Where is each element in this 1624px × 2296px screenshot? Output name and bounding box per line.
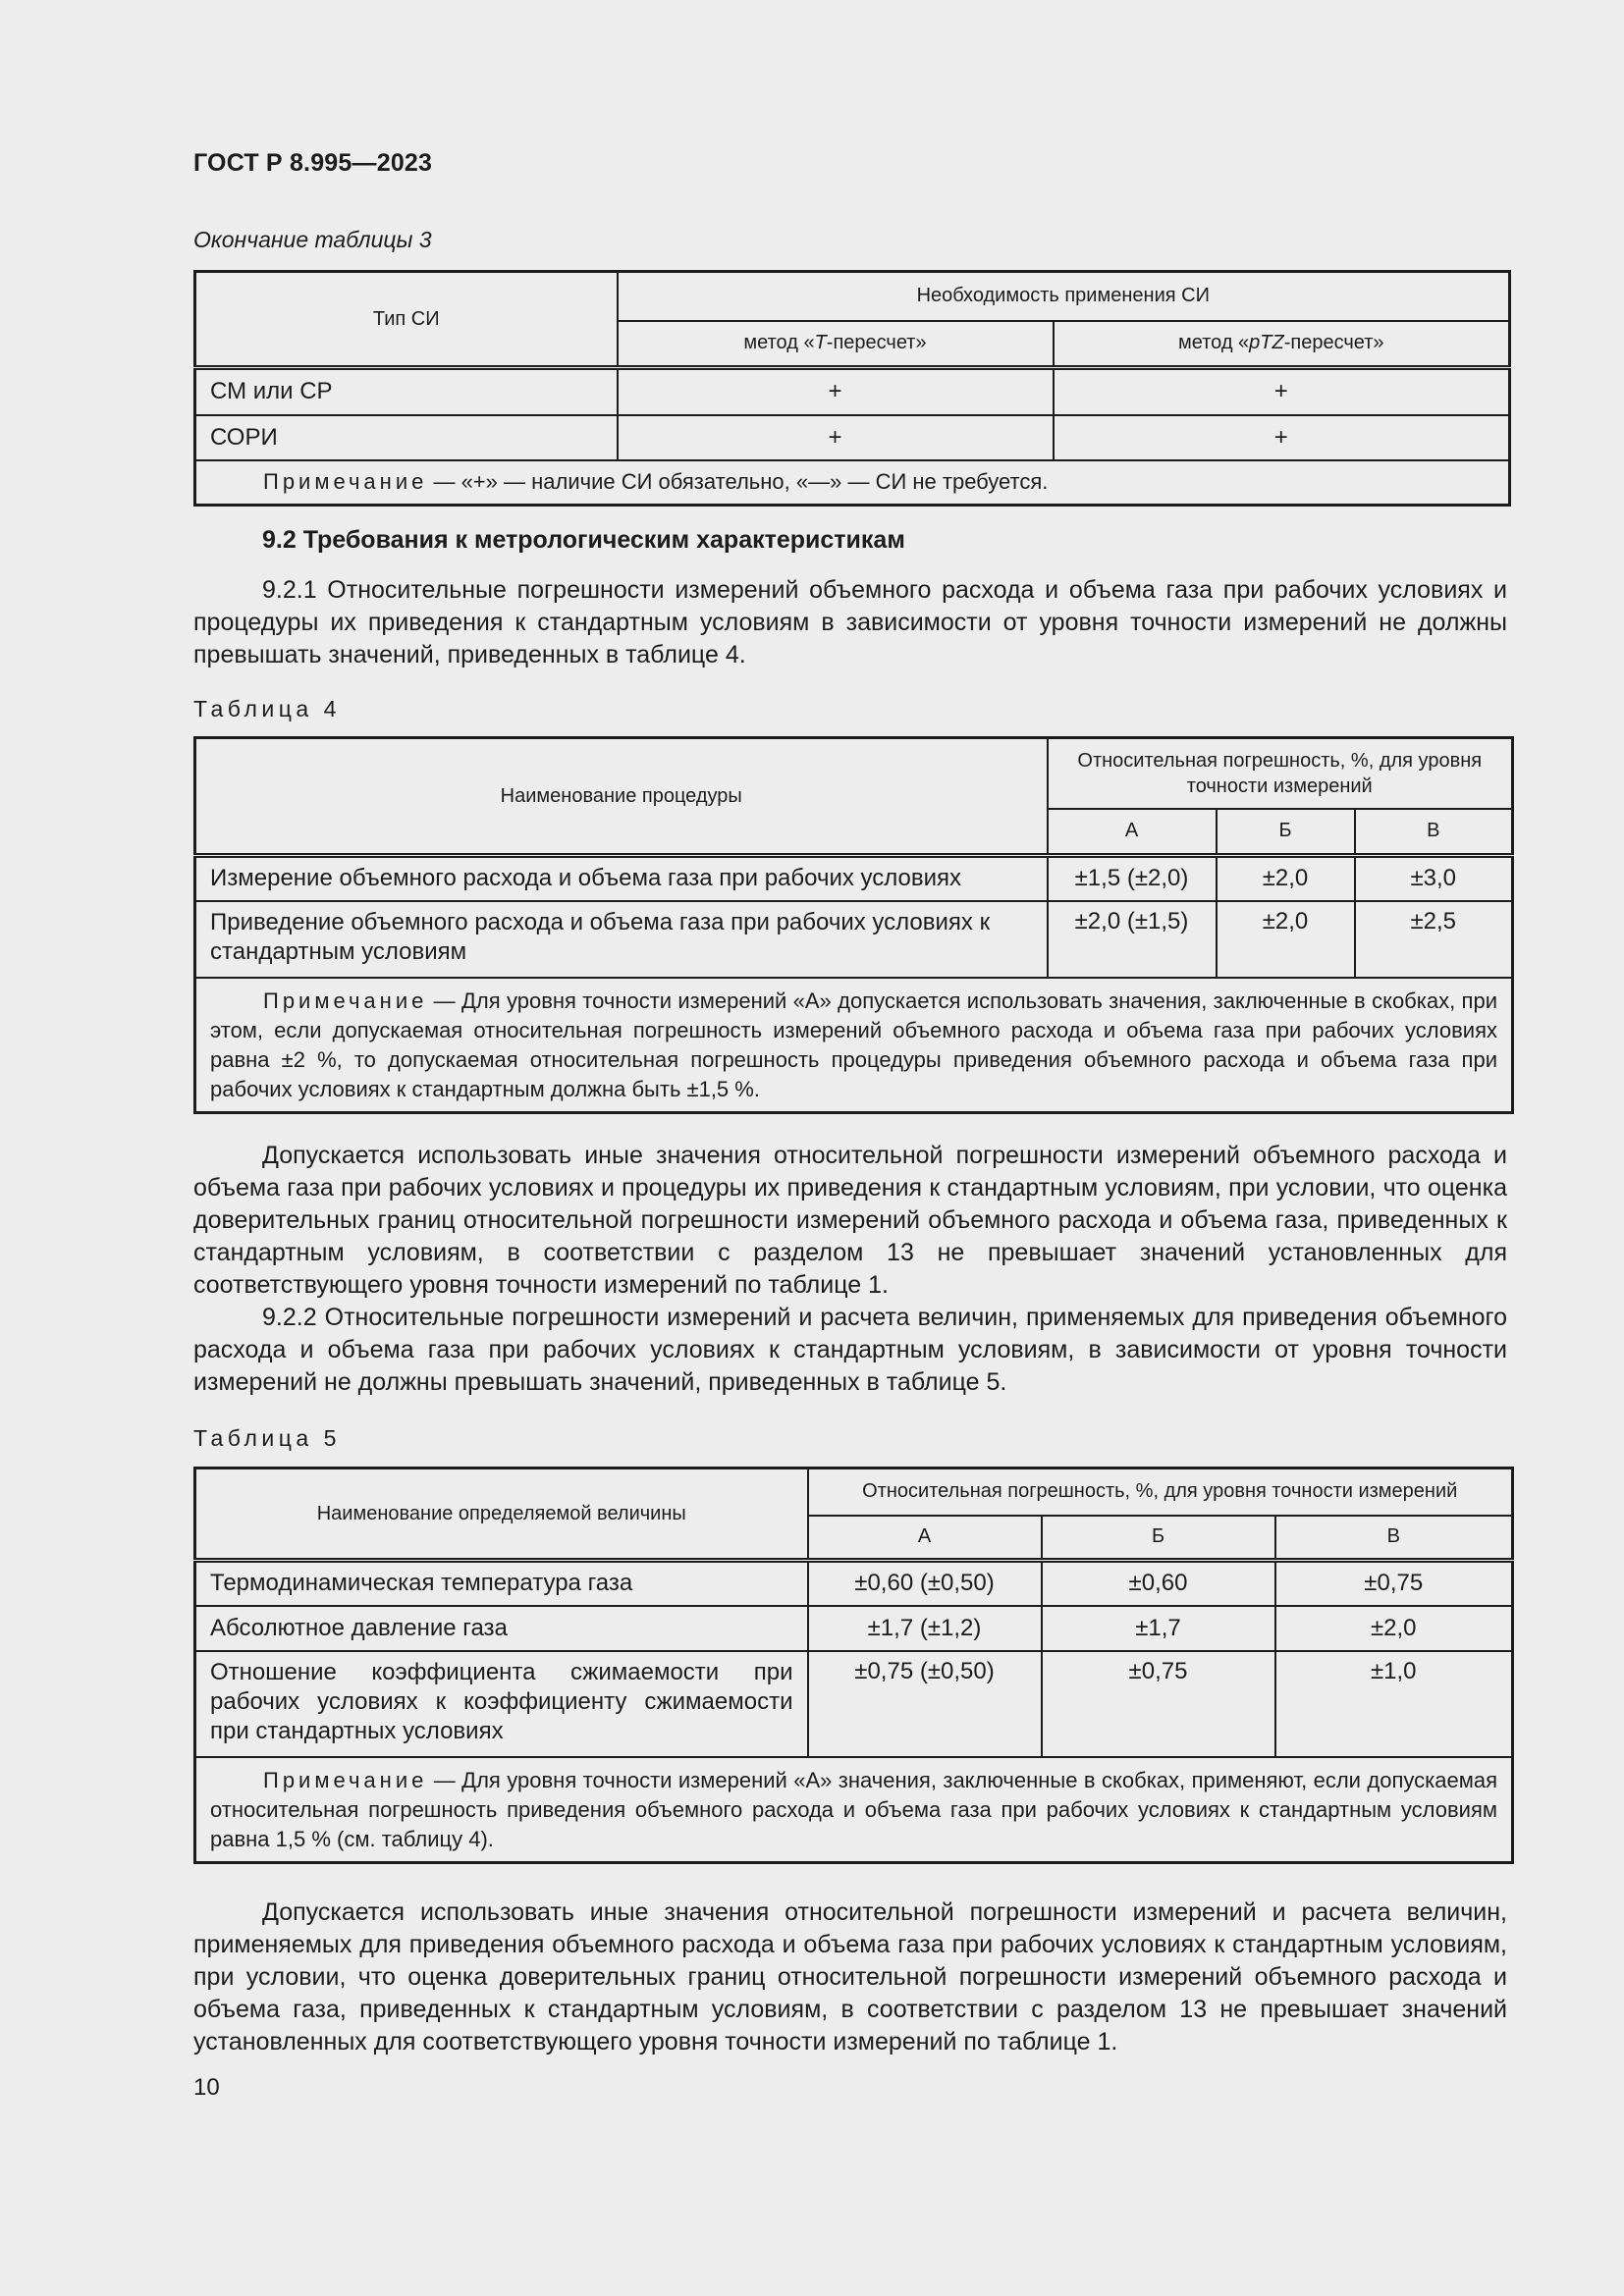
table4-note: Примечание — Для уровня точности измерений «А» допускается использовать значения, заключенные в скобках, при этом, если допускаемая относительная погрешность измерений объемного расхода и объема газа при рабочих условиях равна ±2 %, то допускаемая относительная погрешность процедуры приведения объемного расхода и объема газа при рабочих условиях к стандартным должна быть ±1,5 %. (195, 978, 1513, 1113)
paragraph-9-2-1: 9.2.1 Относительные погрешности измерений объемного расхода и объема газа при рабочих условиях и процедуры их приведения к стандартным условиям в зависимости от уровня точности измерений не должны превышать значений, приведенных в таблице 4. (193, 576, 1507, 668)
table3-caption: Окончание таблицы 3 (193, 227, 432, 252)
paragraph-after-table5: Допускается использовать иные значения относительной погрешности измерений и расчета величин, применяемых для приведения объемного расхода и объема газа при рабочих условиях к стандартным условиям, при условии, что оценка доверительных границ относительной погрешности измерений объемного расхода и объема газа, приведенных к стандартным условиям, в соответствии с разделом 13 не превышает значений установленных для соответствующего уровня точности измерений по таблице 1. (193, 1898, 1507, 2056)
table5-col-b: Б (1042, 1516, 1275, 1561)
table5-col-c: В (1275, 1516, 1513, 1561)
table5-col-name: Наименование определяемой величины (195, 1468, 808, 1561)
table-row: Термодинамическая температура газа ±0,60 (±0,50) ±0,60 ±0,75 (195, 1561, 1513, 1606)
paragraph-block-middle: Допускается использовать иные значения относительной погрешности измерений объемного расхода и объема газа при рабочих условиях и процедуры их приведения к стандартным условиям, при условии, что оценка доверительных границ относительной погрешности измерений объемного расхода и объема газа, приведенных к стандартным условиям, в соответствии с разделом 13 не превышает значений установленных для соответствующего уровня точности измерений по таблице 1. 9.2.2 Относительные погрешности измерений и расчета величин, применяемых для приведения объемного расхода и объема газа при рабочих условиях к стандартным условиям, в зависимости от уровня точности измерений не должны превышать значений, приведенных в таблице 5. (193, 1142, 1507, 1396)
table-row: СОРИ + + (195, 415, 1510, 460)
table5 (193, 1467, 1514, 1864)
table5-note: Примечание — Для уровня точности измерений «А» значения, заключенные в скобках, применяют, если допускаемая относительная погрешность приведения объемного расхода и объема газа при рабочих условиях к стандартным условиям равна 1,5 % (см. таблицу 4). (195, 1757, 1513, 1863)
table5-col-a: А (808, 1516, 1042, 1561)
table-row: СМ или СР + + (195, 368, 1510, 415)
table5-caption: Таблица 5 (193, 1425, 341, 1451)
table3-col-type: Тип СИ (195, 272, 618, 368)
table-row: Абсолютное давление газа ±1,7 (±1,2) ±1,7 ±2,0 (195, 1606, 1513, 1651)
table3-col-method1: метод «T-пересчет» (618, 321, 1054, 368)
table4-col-name: Наименование процедуры (195, 738, 1048, 856)
table5-col-error: Относительная погрешность, %, для уровня точности измерений (808, 1468, 1513, 1516)
table4-col-a: А (1048, 809, 1217, 856)
table4-col-c: В (1355, 809, 1513, 856)
table3-note: Примечание — «+» — наличие СИ обязательно, «—» — СИ не требуется. (195, 460, 1510, 506)
page-number: 10 (193, 2074, 220, 2101)
document-header: ГОСТ Р 8.995—2023 (193, 149, 433, 177)
section-heading: 9.2 Требования к метрологическим характеристикам (262, 526, 905, 554)
table4-caption: Таблица 4 (193, 696, 341, 721)
table3 (193, 270, 1511, 507)
table4 (193, 736, 1514, 1114)
table4-col-error: Относительная погрешность, %, для уровня точности измерений (1048, 738, 1513, 809)
table3-col-method2: метод «pTZ-пересчет» (1054, 321, 1510, 368)
table-row: Отношение коэффициента сжимаемости при рабочих условиях к коэффициенту сжимаемости при стандартных условиях ±0,75 (±0,50) ±0,75 ±1,0 (195, 1651, 1513, 1757)
table-row: Измерение объемного расхода и объема газа при рабочих условиях ±1,5 (±2,0) ±2,0 ±3,0 (195, 856, 1513, 901)
table3-col-need: Необходимость применения СИ (618, 272, 1510, 321)
table4-col-b: Б (1217, 809, 1355, 856)
table-row: Приведение объемного расхода и объема газа при рабочих условиях к стандартным условиям ±2,0 (±1,5) ±2,0 ±2,5 (195, 901, 1513, 978)
